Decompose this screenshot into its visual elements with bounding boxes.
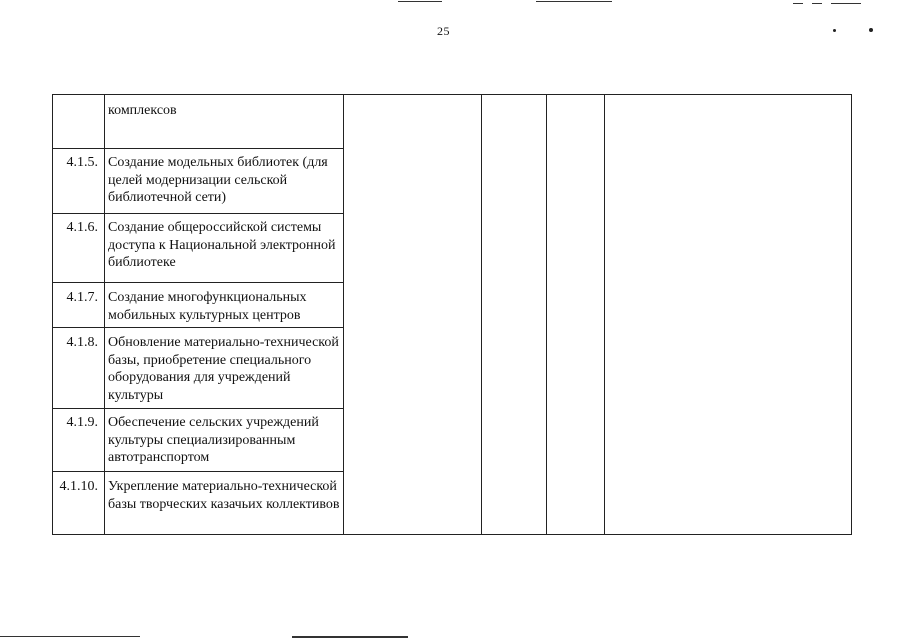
scan-artifact-line xyxy=(536,1,612,2)
row-number: 4.1.5. xyxy=(66,155,98,170)
column-divider xyxy=(343,95,344,534)
scan-artifact-line xyxy=(398,1,442,2)
row-description: Создание общероссийской системы доступа к Национальной электронной библиотеке xyxy=(108,220,336,270)
column-divider xyxy=(481,95,482,534)
row-divider xyxy=(53,148,343,149)
column-divider xyxy=(604,95,605,534)
scan-artifact-line xyxy=(831,3,861,4)
row-number: 4.1.10. xyxy=(59,479,98,494)
scan-artifact-dot xyxy=(869,28,873,32)
row-number: 4.1.6. xyxy=(66,220,98,235)
row-number: 4.1.8. xyxy=(66,335,98,350)
page-number: 25 xyxy=(437,24,450,38)
row-divider xyxy=(53,408,343,409)
scan-artifact-line xyxy=(0,636,140,637)
scan-artifact-dot xyxy=(833,29,836,32)
program-table xyxy=(52,94,852,535)
row-description: Укрепление материально-технической базы творческих казачьих коллективов xyxy=(108,479,340,512)
row-description: Обеспечение сельских учреждений культуры специализированным автотранспортом xyxy=(108,415,319,465)
row-divider xyxy=(53,327,343,328)
row-description: комплексов xyxy=(108,103,177,118)
scan-artifact-line xyxy=(292,636,408,638)
row-divider xyxy=(53,471,343,472)
row-description: Создание модельных библиотек (для целей модернизации сельской библиотечной сети) xyxy=(108,155,328,205)
row-divider xyxy=(53,282,343,283)
scan-artifact-line xyxy=(793,3,803,4)
scan-artifact-line xyxy=(812,3,822,4)
column-divider xyxy=(546,95,547,534)
column-divider xyxy=(104,95,105,534)
row-number: 4.1.9. xyxy=(66,415,98,430)
row-number: 4.1.7. xyxy=(66,290,98,305)
row-description: Обновление материально-технической базы, приобретение специального оборудования для учреждений культуры xyxy=(108,335,339,403)
row-description: Создание многофункциональных мобильных культурных центров xyxy=(108,290,307,323)
row-divider xyxy=(53,213,343,214)
